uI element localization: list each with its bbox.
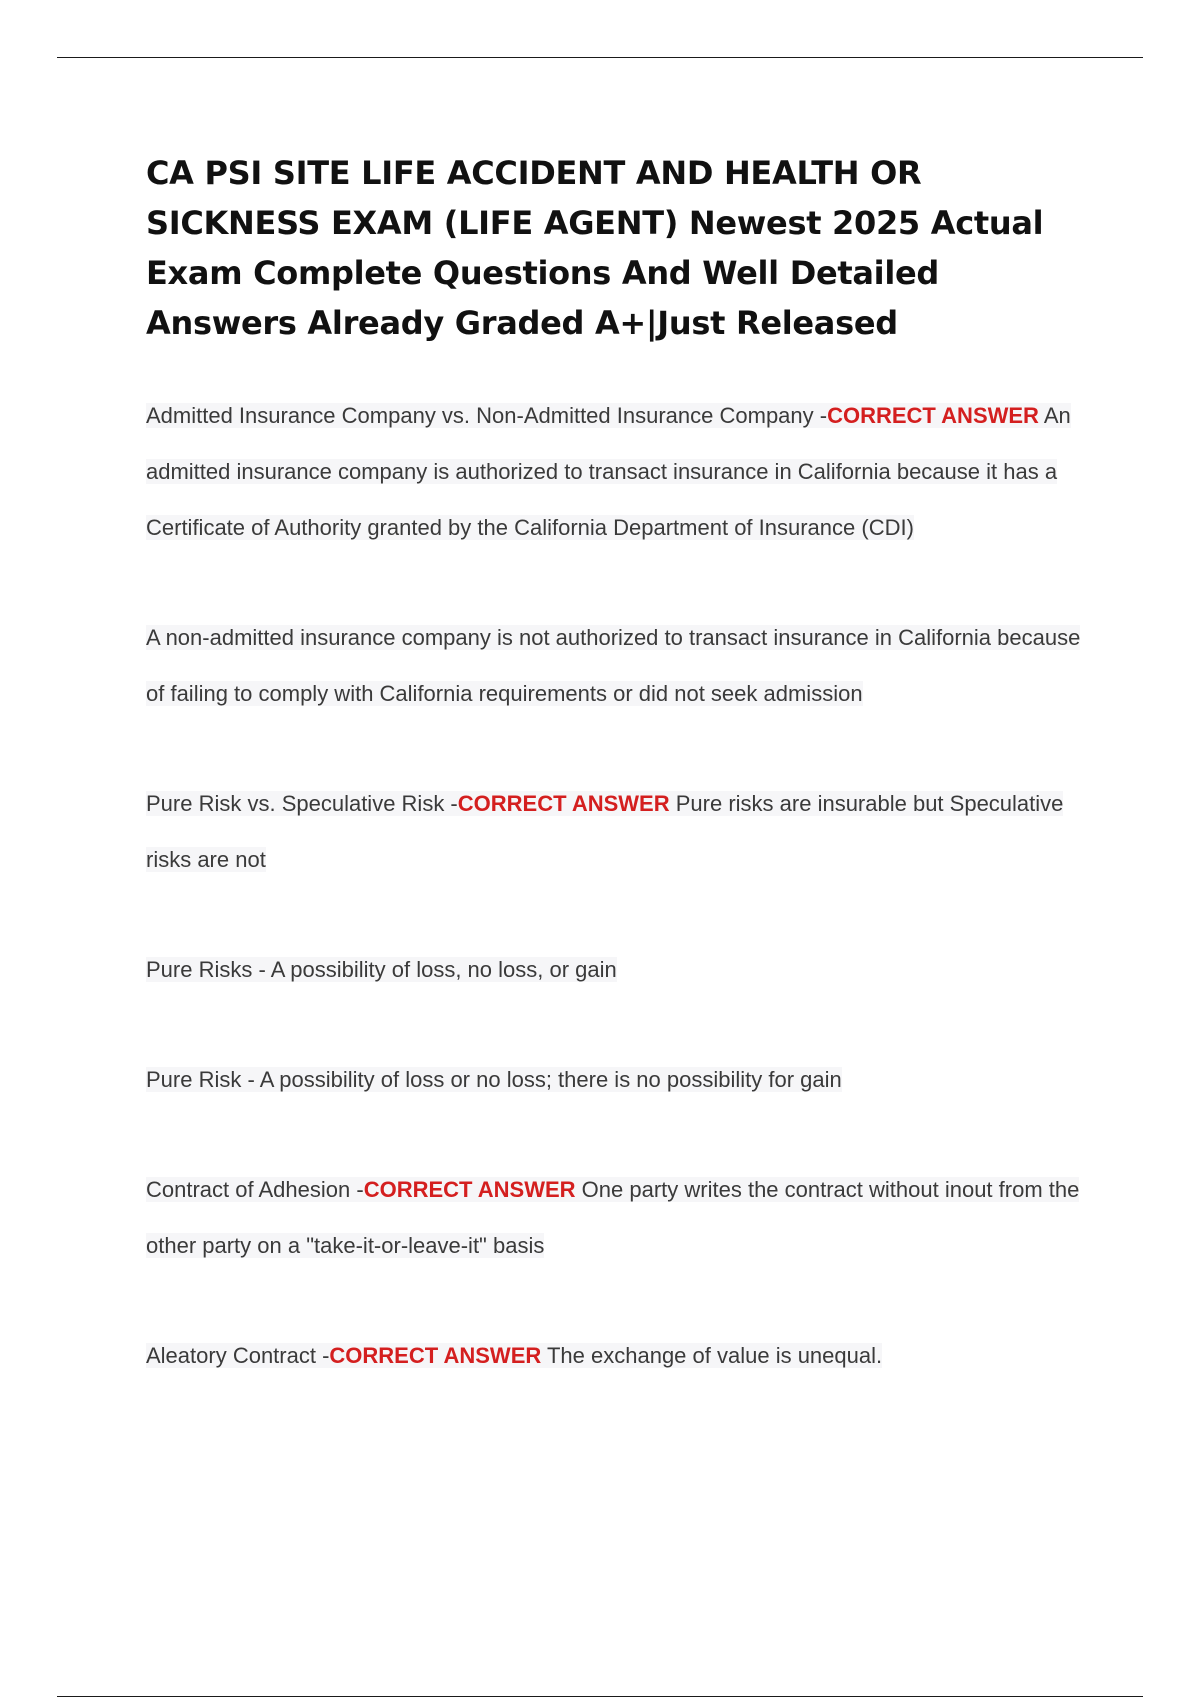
qa-list	[146, 388, 1096, 1384]
document-title: CA PSI SITE LIFE ACCIDENT AND HEALTH OR SICKNESS EXAM (LIFE AGENT) Newest 2025 Actual Exam Complete Questions And Well Detailed Answers Already Graded A+|Just Released	[146, 154, 1044, 342]
entry-answer: One party writes the contract without inout from the other party on a "take-it-or-leave-it" basis	[146, 1177, 1080, 1258]
entry-text: A non-admitted insurance company is not authorized to transact insurance in California because of failing to comply with California requirements or did not seek admission	[146, 625, 1081, 706]
entry-answer: The exchange of value is unequal.	[546, 1343, 883, 1368]
correct-answer-label: CORRECT ANSWER	[329, 1343, 542, 1368]
correct-answer-label: CORRECT ANSWER	[827, 403, 1039, 428]
qa-entry-pure-risks	[146, 942, 1096, 998]
entry-text: Pure Risk - A possibility of loss or no loss; there is no possibility for gain	[146, 1067, 842, 1092]
qa-entry-contract-of-adhesion	[146, 1162, 1096, 1274]
entry-term: Contract of Adhesion -	[146, 1177, 364, 1202]
document-body	[146, 148, 1096, 1384]
qa-entry-non-admitted	[146, 610, 1096, 722]
qa-entry-aleatory-contract	[146, 1328, 1096, 1384]
bottom-rule	[57, 1696, 1143, 1697]
top-rule	[57, 57, 1143, 58]
qa-entry-admitted-company	[146, 388, 1096, 556]
entry-text: Pure Risks - A possibility of loss, no loss, or gain	[146, 957, 617, 982]
entry-term: Admitted Insurance Company vs. Non-Admitted Insurance Company -	[146, 403, 828, 428]
correct-answer-label: CORRECT ANSWER	[457, 791, 670, 816]
entry-answer: Pure risks are insurable but Speculative risks are not	[146, 791, 1064, 872]
qa-entry-pure-risk	[146, 1052, 1096, 1108]
entry-term: Pure Risk vs. Speculative Risk -	[146, 791, 458, 816]
entry-term: Aleatory Contract -	[146, 1343, 330, 1368]
correct-answer-label: CORRECT ANSWER	[363, 1177, 576, 1202]
entry-answer: An admitted insurance company is authorized to transact insurance in California because it has a Certificate of Authority granted by the California Department of Insurance (CDI)	[146, 403, 1071, 540]
qa-entry-pure-vs-speculative	[146, 776, 1096, 888]
